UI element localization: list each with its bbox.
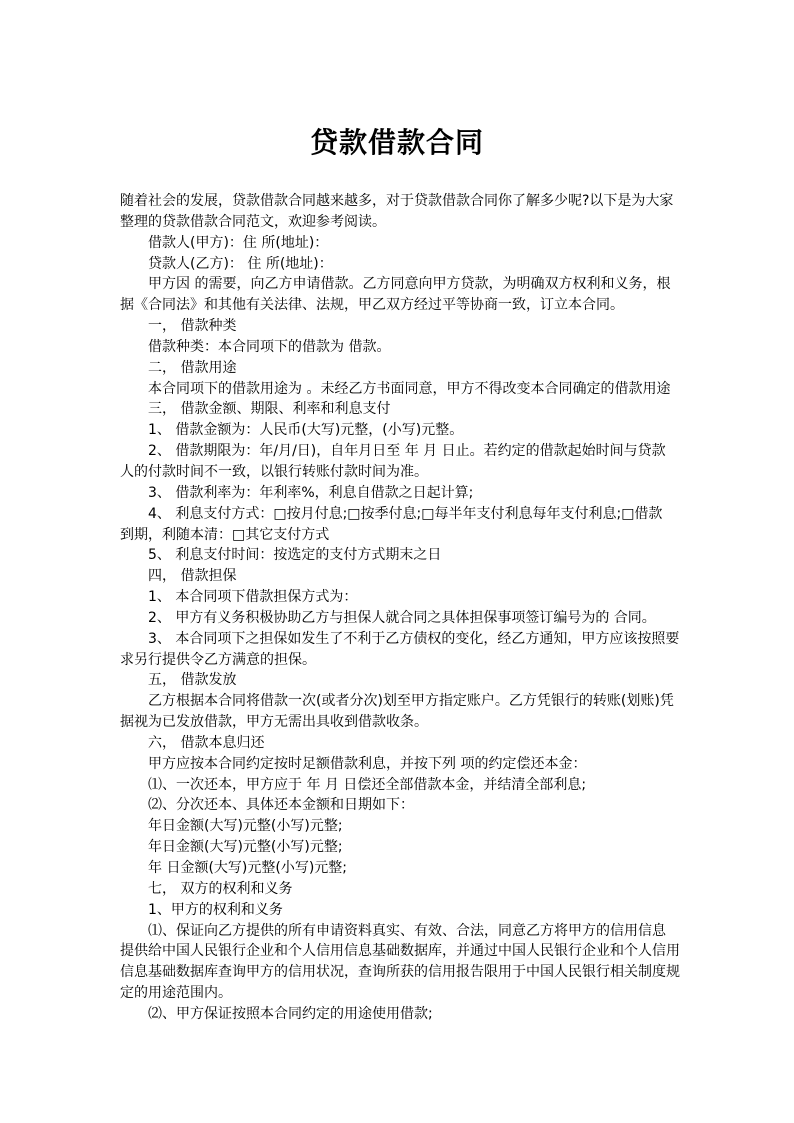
- section-heading: 五， 借款发放: [148, 672, 237, 689]
- body-line: 4、 利息支付方式：□按月付息;□按季付息;□每半年支付利息每年支付利息;□借款: [148, 505, 663, 522]
- body-line: 信息基础数据库查询甲方的信用状况，查询所获的信用报告限用于中国人民银行相关制度规: [120, 964, 680, 981]
- document-title: 贷款借款合同: [309, 126, 484, 159]
- body-line: 求另行提供令乙方满意的担保。: [120, 651, 316, 668]
- section-heading: 六， 借款本息归还: [148, 734, 265, 751]
- section-heading: 三， 借款金额、期限、利率和利息支付: [148, 401, 391, 418]
- body-line: 3、 借款利率为：年利率%，利息自借款之日起计算;: [148, 484, 474, 501]
- body-line: 据《合同法》和其他有关法律、法规，甲乙双方经过平等协商一致，订立本合同。: [120, 297, 624, 314]
- body-line: 2、 借款期限为：年/月/日)，自年月日至 年 月 日止。若约定的借款起始时间与贷款: [148, 443, 666, 460]
- body-line: 1、 借款金额为：人民币(大写)元整，(小写)元整。: [148, 422, 464, 439]
- body-line: 人的付款时间不一致，以银行转账付款时间为准。: [120, 463, 428, 480]
- body-line: 2、 甲方有义务积极协助乙方与担保人就合同之具体担保事项签订编号为的 合同。: [148, 609, 656, 626]
- section-heading: 一， 借款种类: [148, 318, 237, 335]
- body-line: 年日金额(大写)元整(小写)元整;: [148, 839, 343, 856]
- body-line: 1、 本合同项下借款担保方式为：: [148, 589, 358, 606]
- body-line: 定的用途范围内。: [120, 985, 232, 1002]
- body-line: 借款种类：本合同项下的借款为 借款。: [148, 338, 391, 355]
- section-heading: 七， 双方的权利和义务: [148, 880, 293, 897]
- body-line: 提供给中国人民银行企业和个人信用信息基础数据库，并通过中国人民银行企业和个人信用: [120, 943, 680, 960]
- body-line: 年 日金额(大写)元整(小写)元整;: [148, 860, 348, 876]
- body-line: ⑴、一次还本，甲方应于 年 月 日偿还全部借款本金，并结清全部利息;: [148, 776, 587, 793]
- body-line: ⑵、分次还本、具体还本金额和日期如下：: [148, 797, 414, 814]
- body-line: 1、甲方的权利和义务: [148, 901, 283, 918]
- body-line: 整理的贷款借款合同范文，欢迎参考阅读。: [120, 213, 386, 230]
- body-line: 贷款人(乙方)： 住 所(地址)：: [148, 255, 333, 272]
- body-line: 甲方应按本合同约定按时足额借款利息，并按下列 项的约定偿还本金：: [148, 755, 587, 772]
- body-line: 乙方根据本合同将借款一次(或者分次)划至甲方指定账户。乙方凭银行的转账(划账)凭: [148, 693, 674, 710]
- body-line: 借款人(甲方)：住 所(地址)：: [148, 234, 329, 251]
- body-line: 甲方因 的需要，向乙方申请借款。乙方同意向甲方贷款，为明确双方权利和义务，根: [148, 276, 671, 293]
- body-line: 年日金额(大写)元整(小写)元整;: [148, 818, 343, 835]
- body-line: 随着社会的发展，贷款借款合同越来越多，对于贷款借款合同你了解多少呢?以下是为大家: [120, 193, 674, 209]
- body-line: 据视为已发放借款，甲方无需出具收到借款收条。: [120, 714, 428, 731]
- body-line: 本合同项下的借款用途为 。未经乙方书面同意，甲方不得改变本合同确定的借款用途: [148, 380, 671, 397]
- body-line: ⑵、甲方保证按照本合同约定的用途使用借款;: [148, 1005, 433, 1022]
- body-line: 5、 利息支付时间：按选定的支付方式期末之日: [148, 547, 442, 564]
- body-line: 3、 本合同项下之担保如发生了不利于乙方债权的变化，经乙方通知，甲方应该按照要: [148, 630, 680, 647]
- body-line: 到期，利随本清：□其它支付方式: [120, 526, 330, 543]
- section-heading: 二， 借款用途: [148, 359, 237, 376]
- document-body: [120, 191, 680, 1025]
- body-line: ⑴、保证向乙方提供的所有申请资料真实、有效、合法，同意乙方将甲方的信用信息: [148, 922, 666, 939]
- section-heading: 四， 借款担保: [148, 568, 237, 585]
